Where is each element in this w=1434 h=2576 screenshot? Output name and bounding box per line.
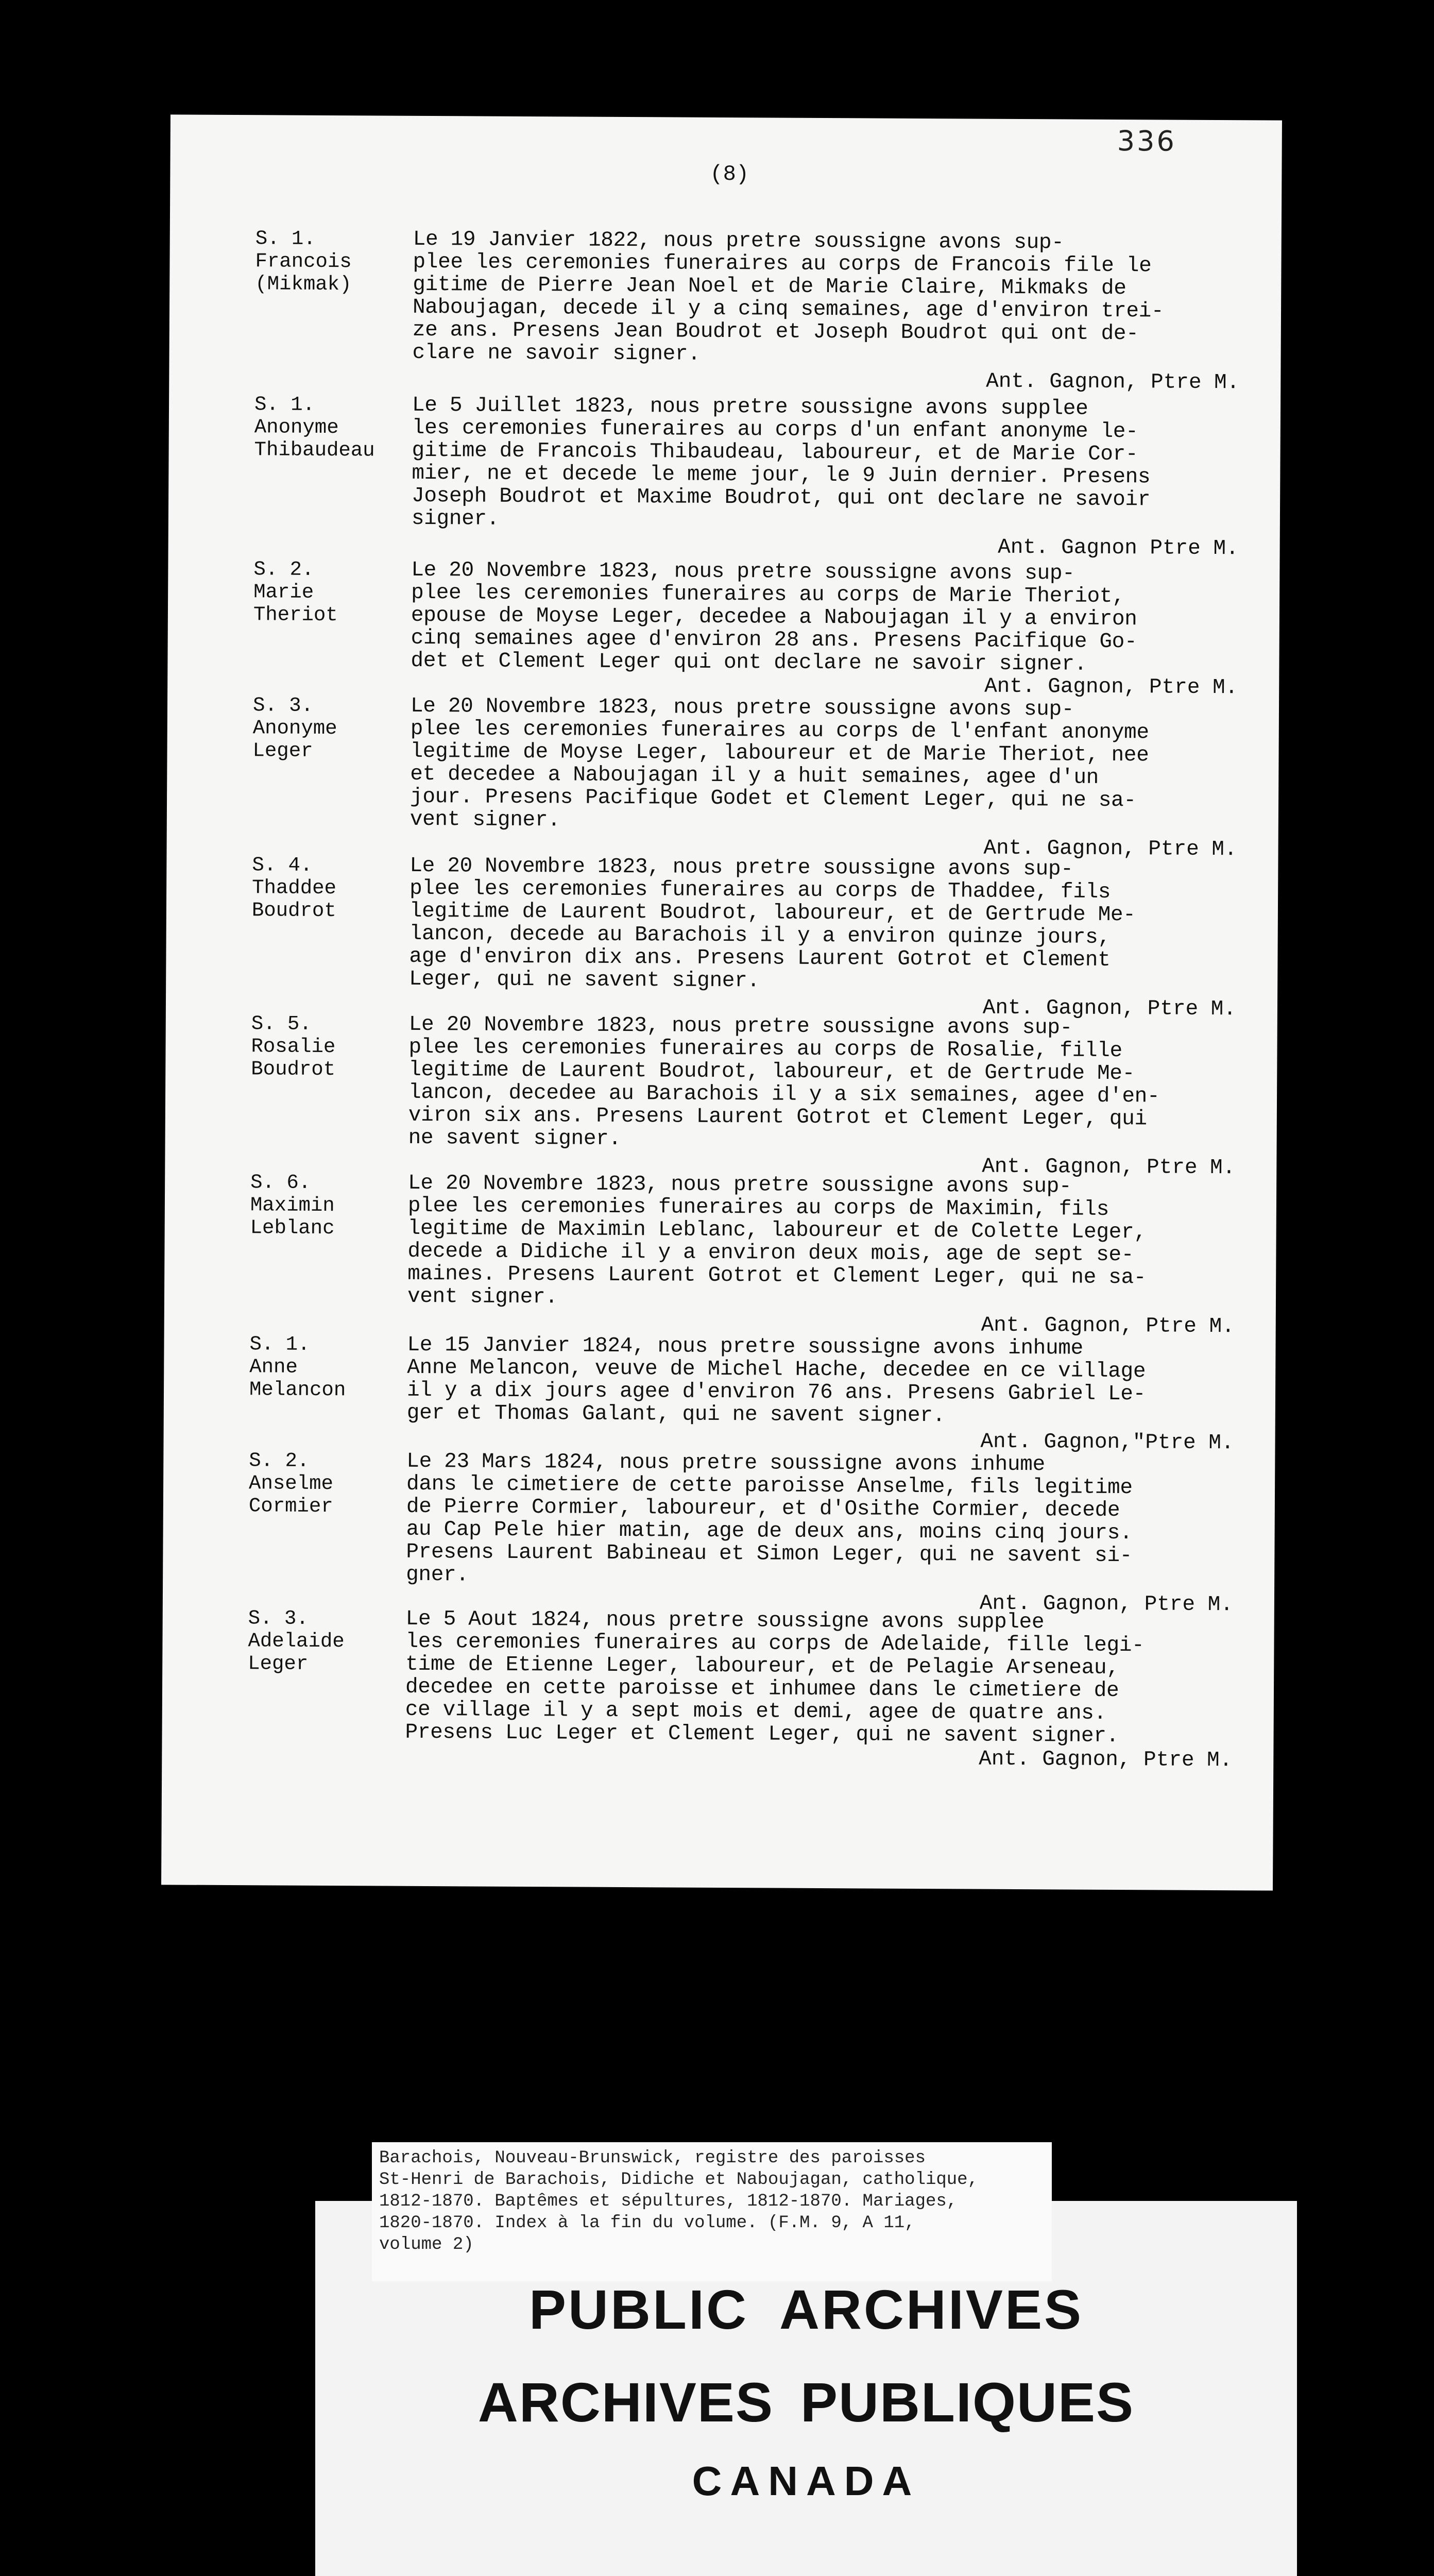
archive-title-fr: ARCHIVES PUBLIQUES	[477, 2371, 1135, 2433]
register-page	[161, 114, 1282, 1890]
entry-signature: Ant. Gagnon, Ptre M.	[984, 674, 1238, 700]
archive-label: Barachois, Nouveau-Brunswick, registre des paroisses St-Henri de Barachois, Didiche et Naboujagan, catholique, 1812-1870. Baptêmes et sépultures, 1812-1870. Mariages, 1820-1870. Index à la fin du volume. (F.M. 9, A 11, volume 2)	[372, 2142, 1052, 2281]
entry-margin-note: S. 2. Anselme Cormier	[248, 1449, 334, 1518]
entry-signature: Ant. Gagnon Ptre M.	[998, 535, 1239, 561]
entry-text: Le 20 Novembre 1823, nous pretre soussigne avons sup- plee les ceremonies funeraires au corps de Thaddee, fils legitime de Laurent Boudrot, laboureur, et de Gertrude Me- lancon, decede au Barachois il y a environ quinze jours, age d'environ dix ans. Presens Laurent Gotrot et Clement Leger, qui ne savent signer.	[409, 854, 1136, 993]
entry-signature: Ant. Gagnon, Ptre M.	[979, 1591, 1234, 1617]
entry-margin-note: S. 5. Rosalie Boudrot	[251, 1012, 336, 1081]
entry-signature: Ant. Gagnon, Ptre M.	[981, 1313, 1235, 1339]
entry-text: Le 20 Novembre 1823, nous pretre soussigne avons sup- plee les ceremonies funeraires au corps de Rosalie, fille legitime de Laurent Boudrot, laboureur, et de Gertrude Me- lancon, decedee au Barachois il y a six semaines, agee d'en- viron six ans. Presens Laurent Gotrot et Clement Leger, qui ne savent signer.	[408, 1012, 1160, 1151]
entry-margin-note: S. 1. Anonyme Thibaudeau	[254, 393, 375, 462]
burial-entry	[170, 227, 1282, 395]
entry-signature: Ant. Gagnon, Ptre M.	[979, 1747, 1233, 1773]
entry-margin-note: S. 1. Francois (Mikmak)	[255, 227, 352, 296]
entry-signature: Ant. Gagnon, Ptre M.	[982, 996, 1237, 1022]
page-number: (8)	[710, 161, 749, 187]
entry-margin-note: S. 3. Adelaide Leger	[248, 1607, 345, 1675]
entry-signature: Ant. Gagnon, Ptre M.	[982, 1155, 1236, 1180]
entry-text: Le 23 Mars 1824, nous pretre soussigne avons inhume dans le cimetiere de cette paroisse Anselme, fils legitime de Pierre Cormier, laboureur, et d'Osithe Cormier, decede au Cap Pele hier matin, age de deux ans, moins cinq jours. Presens Laurent Babineau et Simon Leger, qui ne savent si- gner.	[406, 1449, 1133, 1587]
entry-text: Le 19 Janvier 1822, nous pretre soussigne avons sup- plee les ceremonies funeraires au corps de Francois file le gitime de Pierre Jean Noel et de Marie Claire, Mikmaks de Naboujagan, decede il y a cinq semaines, age d'environ trei- ze ans. Presens Jean Boudrot et Joseph Boudrot qui ont de- clare ne savoir signer.	[412, 227, 1164, 366]
folio-number: 336	[1117, 124, 1177, 158]
entry-margin-note: S. 6. Maximin Leblanc	[250, 1171, 335, 1240]
entry-margin-note: S. 1. Anne Melancon	[249, 1333, 346, 1402]
entry-signature: Ant. Gagnon,"Ptre M.	[980, 1430, 1234, 1455]
entry-signature: Ant. Gagnon, Ptre M.	[986, 369, 1240, 395]
archive-title-en: PUBLIC ARCHIVES	[528, 2278, 1084, 2341]
entry-text: Le 15 Janvier 1824, nous pretre soussigne avons inhume Anne Melancon, veuve de Michel Hache, decedee en ce village il y a dix jours agee d'environ 76 ans. Presens Gabriel Le- ger et Thomas Galant, qui ne savent signer.	[406, 1333, 1146, 1428]
entry-text: Le 20 Novembre 1823, nous pretre soussigne avons sup- plee les ceremonies funeraires au corps de l'enfant anonyme legitime de Moyse Leger, laboureur et de Marie Theriot, nee et decedee a Naboujagan il y a huit semaines, agee d'un jour. Presens Pacifique Godet et Clement Leger, qui ne sa- vent signer.	[409, 694, 1149, 833]
entry-margin-note: S. 2. Marie Theriot	[253, 558, 338, 627]
entry-text: Le 20 Novembre 1823, nous pretre soussigne avons sup- plee les ceremonies funeraires au corps de Maximin, fils legitime de Maximin Leblanc, laboureur et de Colette Leger, decede a Didiche il y a environ deux mois, age de sept se- maines. Presens Laurent Gotrot et Clement Leger, qui ne sa- vent signer.	[407, 1171, 1147, 1310]
entry-margin-note: S. 4. Thaddee Boudrot	[251, 854, 337, 923]
entry-signature: Ant. Gagnon, Ptre M.	[983, 836, 1237, 862]
entry-text: Le 5 Juillet 1823, nous pretre soussigne avons supplee les ceremonies funeraires au corps d'un enfant anonyme le- gitime de Francois Thibaudeau, laboureur, et de Marie Cor- mier, ne et decede le meme jour, le 9 Juin dernier. Presens Joseph Boudrot et Maxime Boudrot, qui ont declare ne savoir signer.	[411, 393, 1151, 531]
entry-text: Le 20 Novembre 1823, nous pretre soussigne avons sup- plee les ceremonies funeraires au corps de Marie Theriot, epouse de Moyse Leger, decedee a Naboujagan il y a environ cinq semaines agee d'environ 28 ans. Presens Pacifique Go- det et Clement Leger qui ont declare ne savoir signer.	[411, 558, 1137, 676]
archive-country: CANADA	[692, 2458, 920, 2504]
entry-text: Le 5 Aout 1824, nous pretre soussigne avons supplee les ceremonies funeraires au corps de Adelaide, fille legi- time de Etienne Leger, laboureur, et de Pelagie Arseneau, decedee en cette paroisse et inhumee dans le cimetiere de ce village il y a sept mois et demi, agee de quatre ans. Presens Luc Leger et Clement Leger, qui ne savent signer.	[405, 1607, 1145, 1749]
entry-margin-note: S. 3. Anonyme Leger	[252, 694, 337, 762]
